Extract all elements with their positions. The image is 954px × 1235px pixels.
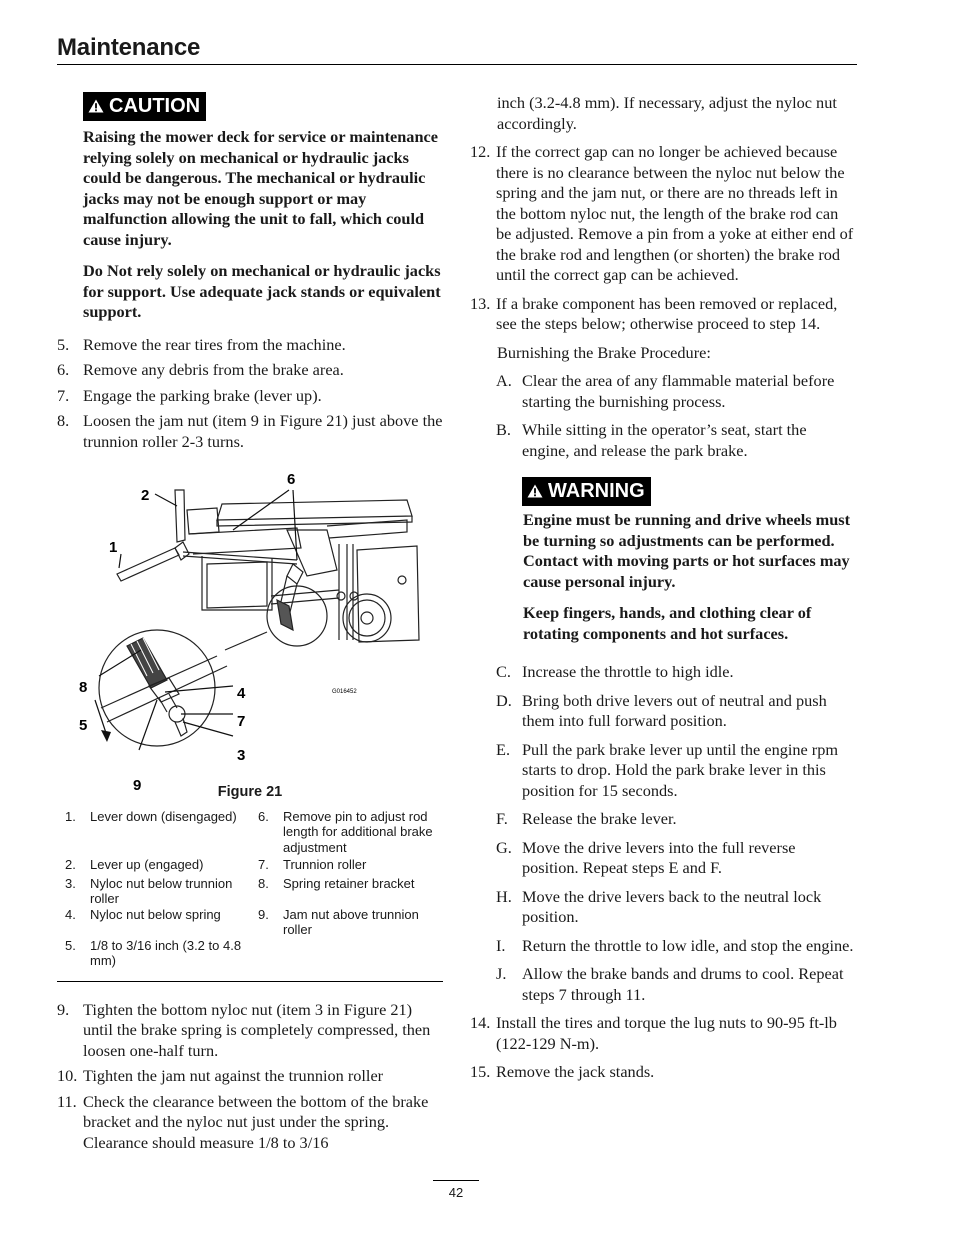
step-text: Remove the jack stands.: [496, 1062, 655, 1081]
brake-lever-up: [175, 490, 185, 542]
warning-badge: [522, 477, 651, 506]
step-6: [57, 360, 445, 381]
brake-drum: [343, 594, 391, 642]
step-9: [57, 1000, 445, 1062]
warning-label: WARNING: [548, 480, 645, 502]
burnish-substeps-b: [496, 662, 856, 1005]
legend-item: [65, 907, 245, 923]
step-11-continuation: inch (3.2-4.8 mm). If necessary, adjust the nyloc nut accordingly.: [497, 93, 837, 133]
legend-text: Nyloc nut below trunnion roller: [90, 875, 233, 906]
legend-number: 3.: [65, 875, 76, 891]
step-8: [57, 411, 445, 452]
callout-9: 9: [133, 777, 142, 794]
steps-list-right-b: [470, 1013, 856, 1083]
step-number: 14.: [470, 1013, 491, 1032]
step-11: [57, 1092, 445, 1154]
callout-leader-6a: [233, 490, 289, 530]
step-text: Increase the throttle to high idle.: [522, 662, 734, 681]
callout-leader-2: [155, 494, 177, 506]
header-divider: [57, 64, 857, 65]
step-number: J.: [496, 964, 507, 983]
callout-5: 5: [79, 717, 88, 734]
warning-message: [523, 510, 856, 644]
legend-item: [258, 907, 438, 938]
step-text: Move the drive levers back to the neutral lock position.: [522, 886, 822, 926]
step-number: 15.: [470, 1062, 491, 1081]
substep-e: [496, 740, 856, 802]
substep-d: [496, 691, 856, 732]
step-number: A.: [496, 371, 512, 390]
figure-legend: [57, 809, 443, 977]
legend-number: 1.: [65, 808, 76, 824]
legend-number: 6.: [258, 808, 269, 824]
step-number: G.: [496, 837, 512, 857]
legend-number: 5.: [65, 937, 76, 953]
legend-item: [65, 809, 245, 825]
detail-small-circle: [267, 586, 327, 646]
substep-b: [496, 420, 856, 461]
legend-text: Remove pin to adjust rod length for additional brake adjustment: [283, 808, 433, 855]
legend-text: 1/8 to 3/16 inch (3.2 to 4.8 mm): [90, 937, 242, 968]
caution-message: [83, 127, 445, 323]
steps-list-left-b: [57, 1000, 445, 1154]
legend-text: Trunnion roller: [283, 856, 367, 872]
callout-leader-1: [119, 554, 121, 568]
callout-7: 7: [237, 713, 246, 730]
step-number: H.: [496, 886, 512, 906]
callout-1: 1: [109, 539, 118, 556]
legend-item: [258, 857, 438, 873]
callout-leader-5: [95, 700, 107, 736]
right-column: [470, 93, 856, 1083]
figure-21: [57, 460, 443, 982]
step-number: 6.: [57, 360, 70, 379]
substep-a: [496, 371, 856, 412]
callout-leader-3: [183, 722, 233, 736]
step-text: Bring both drive levers out of neutral and push them into full forward position.: [522, 690, 827, 730]
caution-paragraph-2: Do Not rely solely on mechanical or hydraulic jacks for support. Use adequate jack stands or equivalent support.: [83, 261, 441, 321]
callout-6: 6: [287, 471, 296, 488]
legend-item: [258, 809, 438, 856]
figure-divider: [57, 981, 443, 982]
step-text: If a brake component has been removed or replaced, see the steps below; otherwise proceed to step 14.: [496, 293, 838, 333]
legend-number: 8.: [258, 875, 269, 891]
burnish-substeps-a: [496, 371, 856, 461]
legend-text: Lever up (engaged): [90, 856, 204, 872]
callout-3: 3: [237, 747, 246, 764]
warning-paragraph-2: Keep fingers, hands, and clothing clear of rotating components and hot surfaces.: [523, 603, 812, 643]
step-number: 8.: [57, 411, 70, 430]
step-text: Clear the area of any flammable material before starting the burnishing process.: [522, 371, 835, 411]
step-number: D.: [496, 690, 512, 710]
step-number: 11.: [57, 1091, 77, 1111]
page-title: Maintenance: [57, 34, 201, 61]
step-text: Move the drive levers into the full reverse position. Repeat steps E and F.: [522, 837, 796, 877]
substep-f: [496, 809, 856, 830]
step-text: Install the tires and torque the lug nuts to 90-95 ft-lb (122-129 N-m).: [496, 1013, 837, 1053]
step-number: 10.: [57, 1066, 78, 1085]
step-text: Release the brake lever.: [522, 809, 677, 828]
legend-number: 9.: [258, 906, 269, 922]
warning-triangle-icon: [88, 93, 104, 121]
legend-text: Lever down (disengaged): [90, 808, 237, 824]
page-header: [57, 34, 857, 62]
step-13: [470, 294, 856, 335]
step-15: [470, 1062, 856, 1083]
figure-caption: Figure 21: [217, 784, 283, 800]
step-number: F.: [496, 809, 508, 828]
step-14: [470, 1013, 856, 1054]
warning-triangle-icon: [527, 478, 543, 506]
footer-divider: [433, 1180, 479, 1181]
legend-text: Nyloc nut below spring: [90, 906, 221, 922]
legend-number: 7.: [258, 856, 269, 872]
step-7: [57, 386, 445, 407]
detail-large-circle: [99, 630, 215, 746]
caution-paragraph-1: Raising the mower deck for service or maintenance relying solely on mechanical or hydraulic jacks could be dangerous. The mechanical or hydraulic jacks may not be enough support or may malfunction allowing the unit to fall, which could cause injury.: [83, 127, 438, 249]
warning-badge-wrap: [522, 477, 856, 506]
step-number: B.: [496, 420, 511, 439]
step-number: 7.: [57, 385, 70, 405]
step-text: If the correct gap can no longer be achieved because there is no clearance between the nyloc nut below the spring and the jam nut, or there are no threads left in the bottom nyloc nut, the length of the brake rod can be adjusted. Remove a pin from a yoke at either end of the brake rod and lengthen (or shorten) the brake rod until the correct gap can be achieved.: [496, 142, 854, 284]
legend-text: Spring retainer bracket: [283, 875, 415, 891]
warning-paragraph-1: Engine must be running and drive wheels must be turning so adjustments can be performed. Contact with moving parts or hot surfaces may cause personal injury.: [523, 510, 851, 591]
legend-text: Jam nut above trunnion roller: [283, 906, 419, 937]
step-number: I.: [496, 935, 506, 955]
substep-j: [496, 964, 856, 1005]
step-number: 13.: [470, 293, 491, 313]
legend-item: [258, 876, 438, 892]
legend-number: 4.: [65, 906, 76, 922]
step-text: Tighten the jam nut against the trunnion roller: [83, 1066, 384, 1085]
brake-lever-down: [117, 548, 179, 581]
callout-2: 2: [141, 487, 150, 504]
callout-8: 8: [79, 679, 88, 696]
caution-badge-wrap: [83, 92, 445, 121]
substep-i: [496, 936, 856, 957]
callout-leader-9: [139, 700, 157, 750]
deck-top-surface: [217, 500, 412, 520]
page-number: 42: [448, 1185, 464, 1200]
step-text: Remove any debris from the brake area.: [83, 360, 344, 379]
steps-list-right-a: [470, 142, 856, 335]
step-text: Check the clearance between the bottom of the brake bracket and the nyloc nut just under the spring. Clearance should measure 1/8 to 3/16: [83, 1091, 429, 1152]
steps-list-left-a: [57, 335, 445, 453]
step-text: Return the throttle to low idle, and stop the engine.: [522, 935, 854, 955]
step-12: [470, 142, 856, 286]
step-text: While sitting in the operator’s seat, start the engine, and release the park brake.: [522, 420, 807, 460]
step-number: 5.: [57, 334, 70, 354]
legend-item: [65, 938, 245, 969]
step-text: Tighten the bottom nyloc nut (item 3 in Figure 21) until the brake spring is completely compressed, then loosen one-half turn.: [83, 999, 431, 1060]
substep-g: [496, 838, 856, 879]
substep-c: [496, 662, 856, 683]
step-number: E.: [496, 739, 511, 759]
step-number: C.: [496, 662, 511, 681]
legend-number: 2.: [65, 856, 76, 872]
step-text: Remove the rear tires from the machine.: [83, 334, 346, 354]
substep-h: [496, 887, 856, 928]
legend-item: [65, 857, 245, 873]
caution-label: CAUTION: [109, 95, 201, 117]
step-text: Pull the park brake lever up until the engine rpm starts to drop. Hold the park brake lever in this position for 15 seconds.: [522, 739, 839, 800]
step-number: 9.: [57, 999, 70, 1019]
step-text: Allow the brake bands and drums to cool. Repeat steps 7 through 11.: [522, 964, 844, 1004]
burnish-heading: Burnishing the Brake Procedure:: [497, 342, 711, 362]
step-number: 12.: [470, 142, 491, 161]
step-10: [57, 1066, 445, 1087]
step-text: Engage the parking brake (lever up).: [83, 385, 322, 405]
step-5: [57, 335, 445, 356]
callout-4: 4: [237, 685, 246, 702]
legend-item: [65, 876, 245, 907]
part-number-label: G016452: [332, 689, 357, 695]
left-column: [57, 92, 445, 1153]
step-text: Loosen the jam nut (item 9 in Figure 21) just above the trunnion roller 2-3 turns.: [83, 411, 443, 451]
caution-badge: [83, 92, 206, 121]
